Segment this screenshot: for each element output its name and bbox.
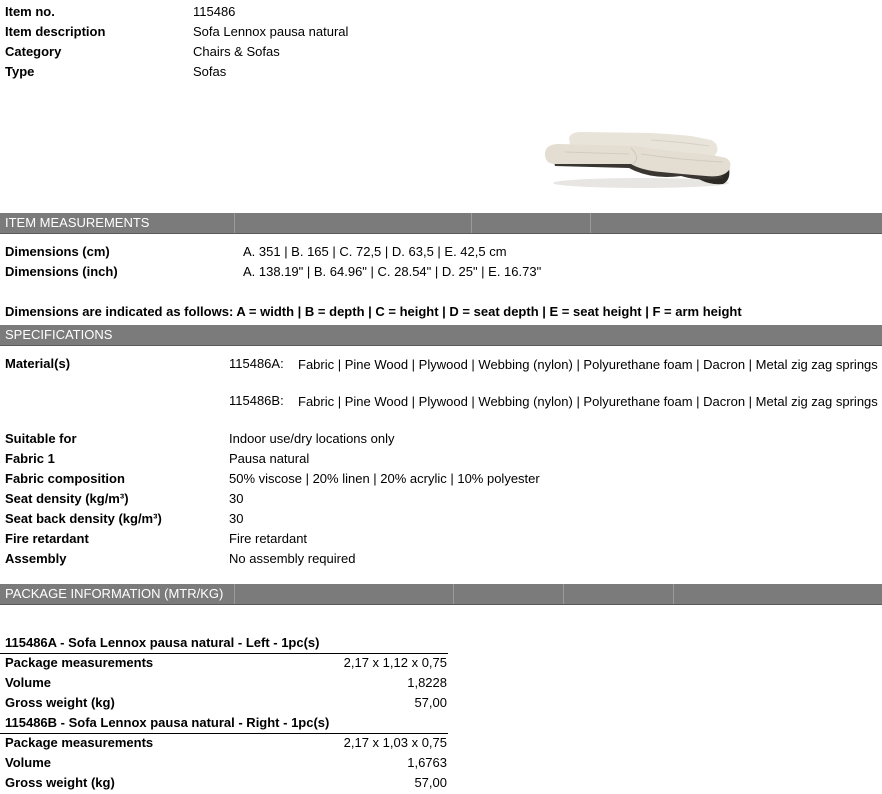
package-a-volume-label: Volume — [5, 675, 51, 690]
item-description-value: Sofa Lennox pausa natural — [193, 24, 349, 39]
package-a-gross-weight-value: 57,00 — [414, 695, 447, 710]
category-value: Chairs & Sofas — [193, 44, 280, 59]
package-a-gross-weight-label: Gross weight (kg) — [5, 695, 115, 710]
specifications-title: SPECIFICATIONS — [5, 327, 113, 342]
package-b-volume-value: 1,6763 — [407, 755, 447, 770]
specifications-header — [0, 325, 882, 345]
package-information-title: PACKAGE INFORMATION (MTR/KG) — [5, 586, 224, 601]
dimensions-cm-value: A. 351 | B. 165 | C. 72,5 | D. 63,5 | E. 42,5 cm — [243, 244, 507, 259]
header-cell-divider — [234, 584, 235, 604]
package-a-measurements-label: Package measurements — [5, 655, 154, 670]
section-divider — [0, 345, 882, 346]
item-measurements-header — [0, 213, 882, 233]
fabric-composition-value: 50% viscose | 20% linen | 20% acrylic | 10% polyester — [229, 471, 540, 486]
materials-label: Material(s) — [5, 356, 71, 371]
dimensions-inch-value: A. 138.19" | B. 64.96" | C. 28.54" | D. 25" | E. 16.73" — [243, 264, 542, 279]
assembly-label: Assembly — [5, 551, 67, 566]
seat-back-density-label: Seat back density (kg/m³) — [5, 511, 162, 526]
package-a-volume-value: 1,8228 — [407, 675, 447, 690]
assembly-value: No assembly required — [229, 551, 356, 566]
section-divider — [0, 604, 882, 605]
item-no-value: 115486 — [193, 4, 236, 19]
package-b-gross-weight-label: Gross weight (kg) — [5, 775, 115, 790]
fire-retardant-value: Fire retardant — [229, 531, 308, 546]
fabric-composition-label: Fabric composition — [5, 471, 125, 486]
package-a-measurements-value: 2,17 x 1,12 x 0,75 — [343, 655, 447, 670]
item-measurements-title: ITEM MEASUREMENTS — [5, 215, 150, 230]
package-b-measurements-label: Package measurements — [5, 735, 154, 750]
material-code-b: 115486B: — [229, 393, 284, 408]
package-b-volume-label: Volume — [5, 755, 51, 770]
package-b-measurements-value: 2,17 x 1,03 x 0,75 — [343, 735, 447, 750]
type-label: Type — [5, 64, 35, 79]
package-a-heading: 115486A - Sofa Lennox pausa natural - Left - 1pc(s) — [5, 635, 320, 650]
item-no-label: Item no. — [5, 4, 55, 19]
type-value: Sofas — [193, 64, 227, 79]
material-text-a: Fabric | Pine Wood | Plywood | Webbing (nylon) | Polyurethane foam | Dacron | Metal zig zag springs — [298, 357, 878, 372]
package-b-gross-weight-value: 57,00 — [414, 775, 447, 790]
header-cell-divider — [234, 213, 235, 233]
suitable-for-label: Suitable for — [5, 431, 77, 446]
dimensions-inch-label: Dimensions (inch) — [5, 264, 118, 279]
package-information-header — [0, 584, 882, 604]
section-divider — [0, 233, 882, 234]
dimensions-legend-note: Dimensions are indicated as follows: A = width | B = depth | C = height | D = seat depth | E = seat height | F = arm height — [5, 304, 742, 319]
header-cell-divider — [453, 584, 454, 604]
seat-back-density-value: 30 — [229, 511, 244, 526]
fabric-1-value: Pausa natural — [229, 451, 310, 466]
dimensions-cm-label: Dimensions (cm) — [5, 244, 110, 259]
fabric-1-label: Fabric 1 — [5, 451, 55, 466]
category-label: Category — [5, 44, 62, 59]
header-cell-divider — [563, 584, 564, 604]
item-description-label: Item description — [5, 24, 106, 39]
material-code-a: 115486A: — [229, 356, 284, 371]
header-cell-divider — [673, 584, 674, 604]
header-cell-divider — [590, 213, 591, 233]
suitable-for-value: Indoor use/dry locations only — [229, 431, 395, 446]
package-b-heading: 115486B - Sofa Lennox pausa natural - Right - 1pc(s) — [5, 715, 330, 730]
material-text-b: Fabric | Pine Wood | Plywood | Webbing (nylon) | Polyurethane foam | Dacron | Metal zig zag springs — [298, 394, 878, 409]
seat-density-value: 30 — [229, 491, 244, 506]
fire-retardant-label: Fire retardant — [5, 531, 89, 546]
seat-density-label: Seat density (kg/m³) — [5, 491, 129, 506]
header-cell-divider — [471, 213, 472, 233]
sofa-product-image — [541, 128, 734, 190]
